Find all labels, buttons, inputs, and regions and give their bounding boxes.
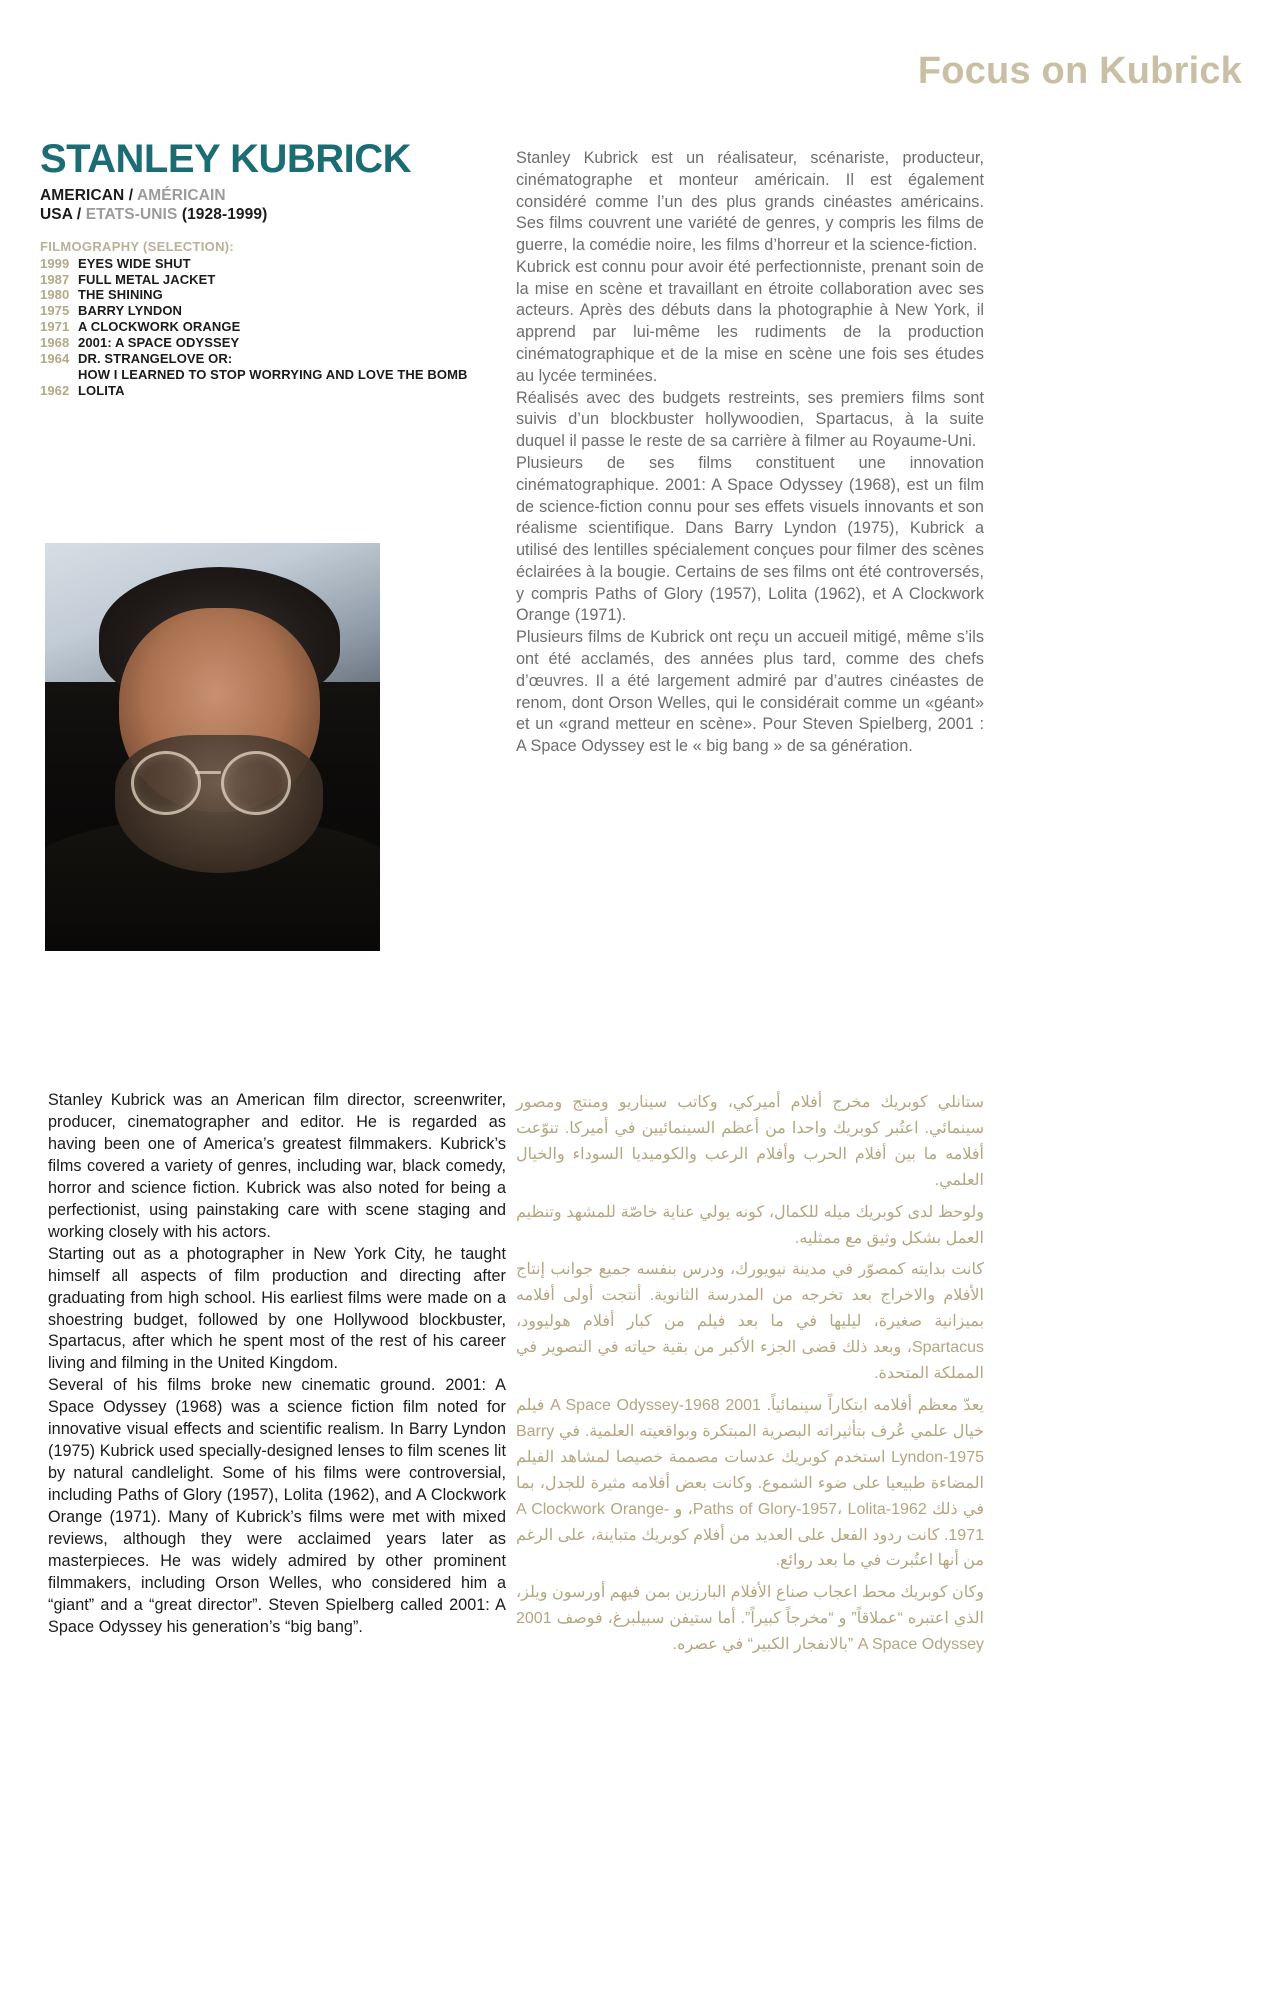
filmography-year [40, 367, 78, 383]
nationality-row [40, 186, 510, 205]
filmography-title: EYES WIDE SHUT [78, 255, 191, 271]
filmography-item [40, 272, 510, 288]
filmography-year: 1980 [40, 287, 70, 303]
filmography-year: 1962 [40, 382, 70, 398]
country-en: USA / [40, 206, 82, 224]
paragraph-ar-5: وكان كوبريك محط اعجاب صناع الأفلام البارزين بمن فيهم أورسون ويلز، الذي اعتبره “عملاقاً” و “مخرجاً كبيراً”. أما ستيفن سبيلبرغ، فوصف 2001 A Space Odyssey ”بالانفجار الكبير“ في عصره. [516, 1584, 984, 1654]
filmography-year: 1964 [40, 350, 70, 366]
paragraph-fr-1: Stanley Kubrick est un réalisateur, scénariste, producteur, cinématographe et monteur américain. Il est également considéré comme l’un des plus grands cinéastes américains. Ses films couvrent une variété de genres, y compris les films de guerre, la comédie noire, les films d’horreur et la science-fiction. [516, 149, 984, 255]
life-years: (1928-1999) [181, 206, 268, 224]
filmography-item [40, 383, 510, 399]
filmography-title: DR. STRANGELOVE OR: [78, 350, 233, 366]
page-title: Focus on Kubrick [917, 50, 1242, 92]
filmography-item [40, 256, 510, 272]
page-header [0, 52, 1280, 112]
paragraph-en-2: Starting out as a photographer in New York City, he taught himself all aspects of film production and directing after graduating from high school. His earliest films were made on a shoestring budget, followed by one Hollywood blockbuster, Spartacus, after which he spent most of the rest of his career living and filming in the United Kingdom. [48, 1244, 506, 1373]
filmography-title: THE SHINING [78, 287, 163, 303]
glasses-bridge-icon [195, 771, 221, 774]
paragraph-ar-1: ستانلي كوبريك مخرج أفلام أميركي، وكاتب سيناريو ومنتج ومصور سينمائي. اعتُبر كوبريك واحدا من أعظم السينمائيين في أميركا. تنوّعت أفلامه ما بين أفلام الحرب وأفلام الرعب والكوميديا السوداء والخيال العلمي. [516, 1094, 984, 1189]
nationality-fr: AMÉRICAIN [136, 187, 226, 204]
filmography-item [40, 287, 510, 303]
country-fr: ETATS-UNIS [85, 206, 178, 224]
filmography-year: 1968 [40, 335, 70, 351]
filmography-title: 2001: A SPACE ODYSSEY [78, 335, 240, 351]
filmography-item [40, 303, 510, 319]
paragraph-ar-2: ولوحظ لدى كوبريك ميله للكمال، كونه يولي عناية خاصّة للمشهد وتنظيم العمل بشكل وثيق مع ممثليه. [516, 1203, 984, 1247]
biography-english [48, 1090, 506, 1639]
paragraph-fr-4: Plusieurs de ses films constituent une innovation cinématographique. 2001: A Space Odyssey (1968), est un film de science-fiction connu pour ses effets visuels innovants et son réalisme scientifique. Dans Barry Lyndon (1975), Kubrick a utilisé des lentilles spécialement conçues pour filmer des scènes éclairées à la bougie. Certains de ses films ont été controversés, y compris Paths of Glory (1957), Lolita (1962), et A Clockwork Orange (1971). [516, 453, 984, 625]
filmography-title: A CLOCKWORK ORANGE [78, 319, 241, 335]
paragraph-en-3: Several of his films broke new cinematic ground. 2001: A Space Odyssey (1968) was a science fiction film noted for innovative visual effects and scientific realism. In Barry Lyndon (1975) Kubrick used specially-designed lenses to film scenes lit by natural candlelight. Some of his films were controversial, including Paths of Glory (1957), Lolita (1962), and A Clockwork Orange (1971). Many of Kubrick’s films were met with mixed reviews, although they were acclaimed years later as masterpieces. He was widely admired by other prominent filmmakers, including Orson Welles, who considered him a “giant” and a “great director”. Steven Spielberg called 2001: A Space Odyssey his generation’s “big bang”. [48, 1376, 506, 1636]
filmography-item [40, 319, 510, 335]
filmography-title: HOW I LEARNED TO STOP WORRYING AND LOVE THE BOMB [78, 366, 468, 382]
paragraph-fr-3: Réalisés avec des budgets restreints, ses premiers films sont suivis d’un blockbuster hollywoodien, Spartacus, à la suite duquel il passe le reste de sa carrière à filmer au Royaume-Uni. [516, 388, 984, 451]
filmography-item [40, 351, 510, 367]
paragraph-ar-4: يعدّ معظم أفلامه ابتكاراً سينمائياً. 2001 A Space Odyssey-1968 فيلم خيال علمي عُرف بتأثيراته البصرية المبتكرة وبواقعيته العلمية. في Barry Lyndon-1975 استخدم كوبريك عدسات مصممة خصيصا لمشاهد الفيلم المضاءة طبيعيا على ضوء الشموع. وكانت بعض أفلامه مثيرة للجدل، بما في ذلك Paths of Glory-1957، Lolita-1962، و A Clockwork Orange-1971. كانت ردود الفعل على العديد من أفلام كوبريك متباينة، على الرغم من أنها اعتُبرت في ما بعد روائع. [516, 1396, 985, 1570]
paragraph-ar-3: كانت بدايته كمصوّر في مدينة نيويورك، ودرس بنفسه جميع جوانب إنتاج الأفلام والاخراج بعد تخرجه من المدرسة الثانوية. أنتجت أولى أفلامه بميزانية صغيرة، ليليها في ما بعد فيلم من كبار أفلام هوليوود، Spartacus، وبعد ذلك قضى الجزء الأكبر من بقية حياته في التصوير في المملكة المتحدة. [516, 1261, 984, 1383]
filmography-list [40, 239, 510, 399]
biography-arabic [516, 1090, 984, 1664]
paragraph-fr-2: Kubrick est connu pour avoir été perfectionniste, prenant soin de la mise en scène et travaillant en étroite collaboration avec ses acteurs. Après des débuts dans la photographie à New York, il apprend par lui-même les rudiments de la production cinématographique et de la mise en scène une fois ses études au lycée terminées. [516, 257, 984, 385]
filmography-year: 1975 [40, 303, 70, 319]
filmography-year: 1999 [40, 255, 70, 271]
filmography-title: FULL METAL JACKET [78, 271, 216, 287]
filmography-item-continuation [40, 367, 510, 383]
director-name: STANLEY KUBRICK [40, 137, 412, 181]
portrait-photo [45, 543, 380, 951]
nationality-en: AMERICAN / [40, 187, 134, 204]
paragraph-en-1: Stanley Kubrick was an American film director, screenwriter, producer, cinematographer and editor. He is regarded as having been one of America’s greatest filmmakers. Kubrick’s films covered a variety of genres, including war, black comedy, horror and science fiction. Kubrick was also noted for being a perfectionist, using painstaking care with scene staging and working closely with his actors. [48, 1091, 506, 1241]
filmography-heading: FILMOGRAPHY (SELECTION): [40, 238, 235, 254]
filmography-title: LOLITA [78, 382, 125, 398]
filmography-year: 1971 [40, 319, 70, 335]
filmography-item [40, 335, 510, 351]
country-row [40, 205, 510, 224]
filmography-title: BARRY LYNDON [78, 303, 183, 319]
filmography-year: 1987 [40, 271, 70, 287]
biography-french [516, 148, 984, 758]
glasses-right-lens-icon [221, 751, 291, 815]
glasses-left-lens-icon [131, 751, 201, 815]
profile-panel [40, 138, 510, 398]
paragraph-fr-5: Plusieurs films de Kubrick ont reçu un accueil mitigé, même s’ils ont été acclamés, des années plus tard, comme des chefs d’œuvres. Il a été largement admiré par d’autres cinéastes de renom, dont Orson Welles, qui le considérait comme un «géant» et un «grand metteur en scène». Pour Steven Spielberg, 2001 : A Space Odyssey est le « big bang » de sa génération. [516, 628, 984, 756]
